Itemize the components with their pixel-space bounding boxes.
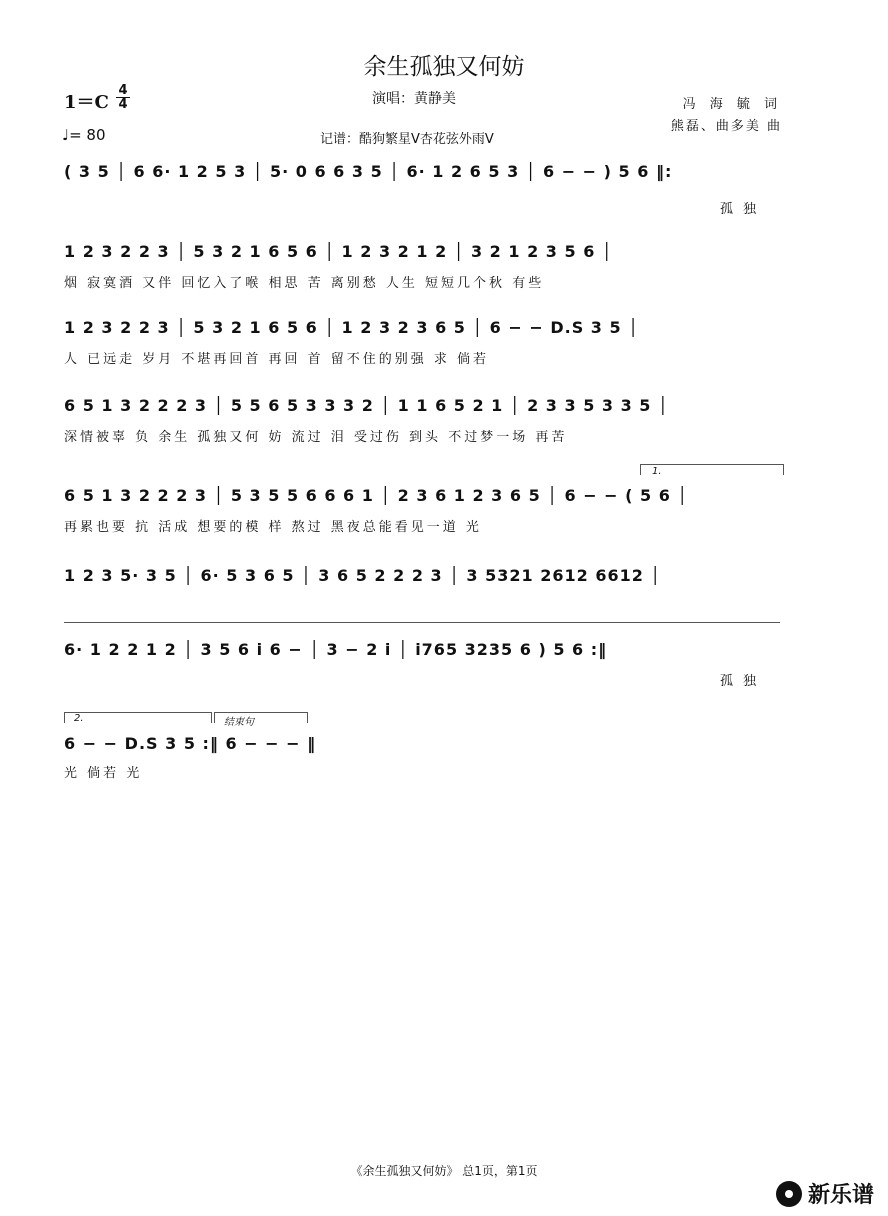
record-disc-icon bbox=[776, 1181, 802, 1207]
score-row-6: 1 2 3 5· 3 5 │ 6· 5 3 6 5 │ 3 6 5 2 2 2 3 │ 3 5321 2612 6612 │ bbox=[64, 566, 662, 585]
section-bracket-line bbox=[64, 622, 780, 623]
author-credits bbox=[671, 94, 782, 138]
composer-credit: 熊磊、曲多美 曲 bbox=[670, 119, 782, 134]
score-row-4: 6 5 1 3 2 2 2 3 │ 5 5 6 5 3 3 3 2 │ 1 1 6 5 2 1 │ 2 3 3 5 3 3 5 │ bbox=[64, 396, 669, 415]
time-signature-bottom: 4 bbox=[118, 97, 128, 112]
lyrics-row-8: 光 倘若 光 bbox=[64, 766, 143, 781]
score-row-3: 1 2 3 2 2 3 │ 5 3 2 1 6 5 6 │ 1 2 3 2 3 6 5 │ 6 − − D.S 3 5 │ bbox=[64, 318, 639, 337]
score-row-1: ( 3 5 │ 6 6· 1 2 5 3 │ 5· 0 6 6 3 5 │ 6· 1 2 6 5 3 │ 6 − − ) 5 6 ‖: bbox=[64, 162, 673, 181]
time-signature-top: 4 bbox=[116, 84, 130, 98]
lyrics-row-4: 深情被辜 负 余生 孤独又何 妨 流过 泪 受过伤 到头 不过梦一场 再苦 bbox=[64, 430, 568, 445]
tempo-marking: ♩= 80 bbox=[62, 126, 106, 144]
lyricist-credit: 冯 海 毓 词 bbox=[682, 97, 782, 112]
lyrics-row-2: 烟 寂寞酒 又伴 回忆入了喉 相思 苦 离别愁 人生 短短几个秋 有些 bbox=[64, 276, 545, 291]
first-ending-bracket bbox=[640, 464, 784, 475]
score-row-7: 6· 1 2 2 1 2 │ 3 5 6 i 6 − │ 3 − 2 i │ i765 3235 6 ) 5 6 :‖ bbox=[64, 640, 608, 659]
key-signature: 1＝C bbox=[64, 92, 109, 113]
time-signature bbox=[116, 84, 130, 111]
first-ending-label: 1. bbox=[652, 466, 662, 477]
lyrics-row-5: 再累也要 抗 活成 想要的模 样 熬过 黑夜总能看见一道 光 bbox=[64, 520, 482, 535]
brand-logo-text: 新乐谱 bbox=[807, 1183, 874, 1208]
lyrics-row-7: 孤 独 bbox=[720, 674, 760, 689]
score-row-5: 6 5 1 3 2 2 2 3 │ 5 3 5 5 6 6 6 1 │ 2 3 6 1 2 3 6 5 │ 6 − − ( 5 6 │ bbox=[64, 486, 689, 505]
lyrics-row-1: 孤 独 bbox=[720, 202, 760, 217]
brand-logo bbox=[776, 1178, 874, 1209]
singer-credit: 演唱：黄静美 bbox=[372, 91, 456, 107]
second-ending-label: 2. bbox=[74, 713, 84, 724]
score-row-8: 6 − − D.S 3 5 :‖ 6 − − − ‖ bbox=[64, 734, 317, 753]
ending-phrase-label: 结束句 bbox=[224, 717, 254, 728]
score-row-2: 1 2 3 2 2 3 │ 5 3 2 1 6 5 6 │ 1 2 3 2 1 2 │ 3 2 1 2 3 5 6 │ bbox=[64, 242, 613, 261]
song-title: 余生孤独又何妨 bbox=[363, 54, 525, 80]
page-footer: 《余生孤独又何妨》 总1页，第1页 bbox=[350, 1164, 538, 1178]
lyrics-row-3: 人 已远走 岁月 不堪再回首 再回 首 留不住的别强 求 倘若 bbox=[64, 352, 490, 367]
transcriber-credit: 记谱：酷狗繁星V杏花弦外雨V bbox=[320, 132, 494, 147]
second-ending-bracket bbox=[64, 712, 212, 723]
